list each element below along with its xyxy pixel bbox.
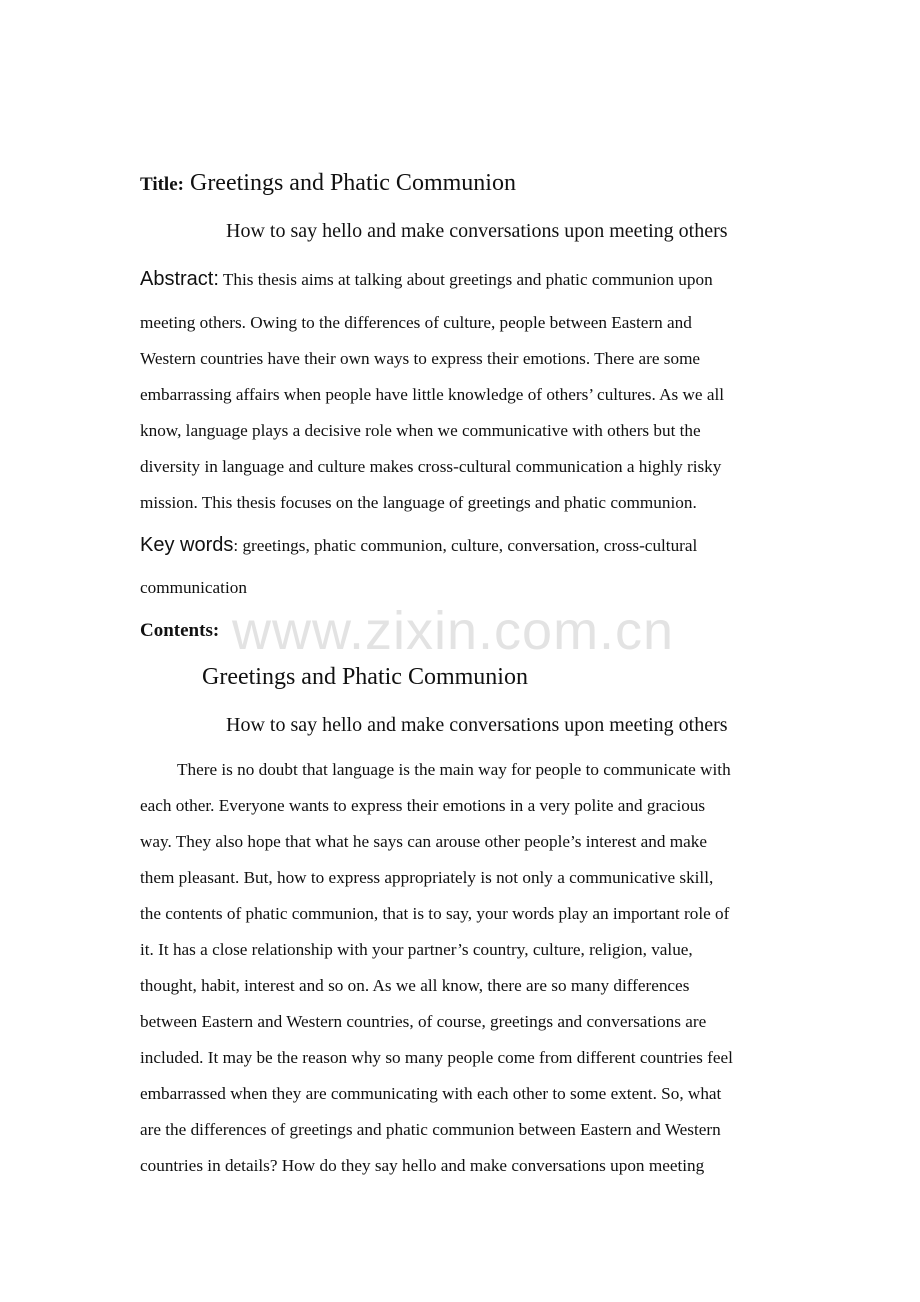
body-line: them pleasant. But, how to express appropriately is not only a communicative skill, bbox=[140, 868, 714, 887]
body-line: each other. Everyone wants to express their emotions in a very polite and gracious bbox=[140, 796, 706, 815]
watermark: www.zixin.com.cn bbox=[232, 601, 675, 661]
abstract-label: Abstract: bbox=[140, 268, 219, 290]
abstract-line: know, language plays a decisive role when we communicative with others but the bbox=[140, 421, 701, 440]
document-title bbox=[140, 170, 516, 197]
body-line: between Eastern and Western countries, of course, greetings and conversations are bbox=[140, 1012, 707, 1031]
body-line: included. It may be the reason why so many people come from different countries feel bbox=[140, 1048, 733, 1067]
body-line: embarrassed when they are communicating with each other to some extent. So, what bbox=[140, 1084, 722, 1103]
title-text: Greetings and Phatic Communion bbox=[189, 170, 516, 196]
keywords-text: : greetings, phatic communion, culture, conversation, cross-cultural bbox=[233, 536, 698, 555]
abstract-text: This thesis aims at talking about greetings and phatic communion upon bbox=[218, 270, 713, 289]
abstract-line: meeting others. Owing to the differences of culture, people between Eastern and bbox=[140, 313, 692, 332]
body-line: There is no doubt that language is the main way for people to communicate with bbox=[177, 760, 731, 779]
document-subtitle: How to say hello and make conversations upon meeting others bbox=[226, 220, 728, 242]
body-line: the contents of phatic communion, that is to say, your words play an important role of bbox=[140, 904, 730, 923]
body-line: way. They also hope that what he says can arouse other people’s interest and make bbox=[140, 832, 708, 851]
abstract-line: Western countries have their own ways to express their emotions. There are some bbox=[140, 349, 701, 368]
section-subtitle: How to say hello and make conversations upon meeting others bbox=[226, 714, 728, 736]
keywords-label: Key words bbox=[140, 534, 234, 556]
abstract-line-1 bbox=[140, 268, 713, 291]
title-label: Title: bbox=[140, 174, 184, 195]
keywords-line-1 bbox=[140, 534, 697, 557]
body-line: are the differences of greetings and phatic communion between Eastern and Western bbox=[140, 1120, 721, 1139]
section-title: Greetings and Phatic Communion bbox=[202, 664, 528, 690]
contents-label: Contents: bbox=[140, 620, 220, 641]
body-line: it. It has a close relationship with your partner’s country, culture, religion, value, bbox=[140, 940, 693, 959]
abstract-line: diversity in language and culture makes cross-cultural communication a highly risky bbox=[140, 457, 722, 476]
abstract-line: mission. This thesis focuses on the language of greetings and phatic communion. bbox=[140, 493, 697, 512]
abstract-line: embarrassing affairs when people have little knowledge of others’ cultures. As we all bbox=[140, 385, 725, 404]
body-line: thought, habit, interest and so on. As we all know, there are so many differences bbox=[140, 976, 690, 995]
body-line: countries in details? How do they say hello and make conversations upon meeting bbox=[140, 1156, 705, 1175]
keywords-line: communication bbox=[140, 578, 247, 597]
